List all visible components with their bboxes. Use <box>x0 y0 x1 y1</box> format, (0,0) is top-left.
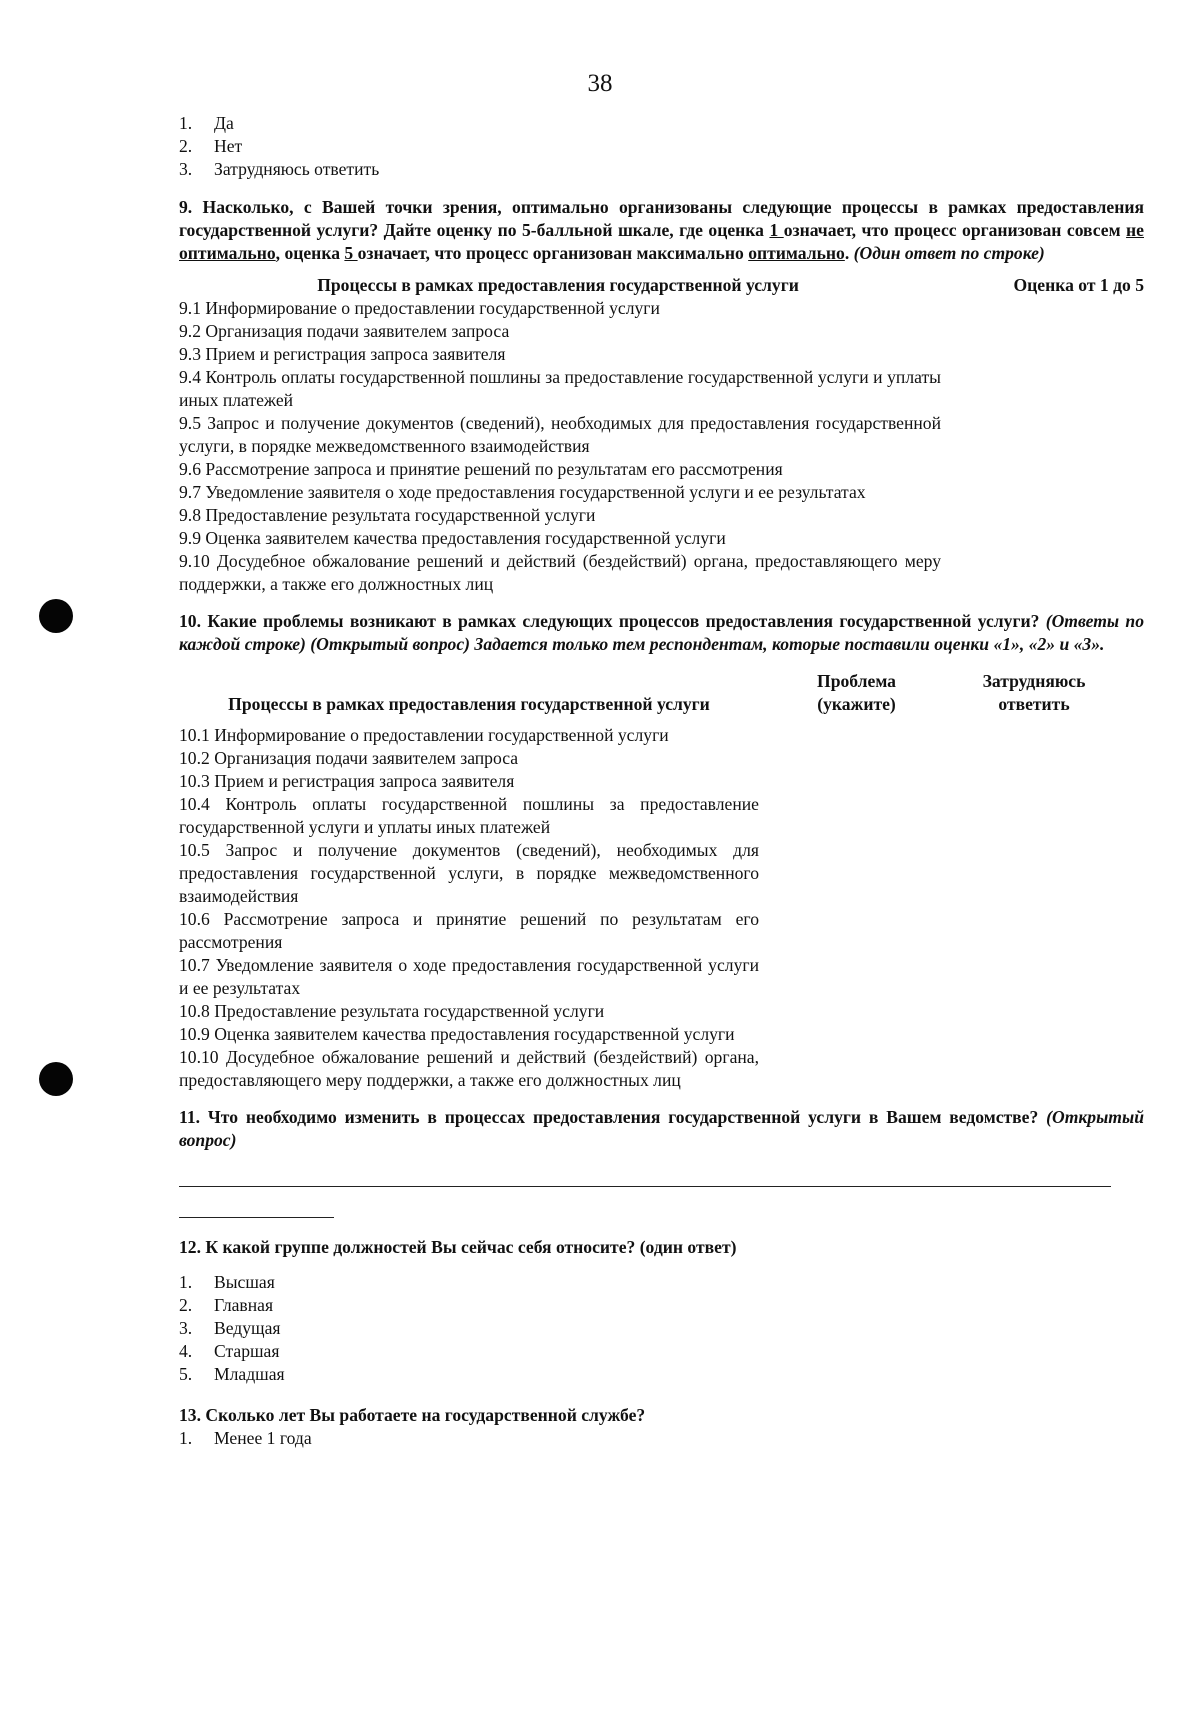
answer-option: 1. Менее 1 года <box>179 1428 312 1448</box>
question-9-table <box>179 265 1144 596</box>
question-9-text: 9. Насколько, с Вашей точки зрения, оптимально организованы следующие процессы в рамках предоставления государственной услуги? Дайте оценку по 5-балльной шкале, где оценка 1 означает, что процесс организован совсем не оптимально, оценка 5 означает, что процесс организован максимально оптимально. (Один ответ по строке) <box>179 197 1144 263</box>
process-row: 9.6 Рассмотрение запроса и принятие решений по результатам его рассмотрения <box>179 459 783 479</box>
process-row: 9.10 Досудебное обжалование решений и действий (бездействий) органа, предоставляющего меру поддержки, а также его должностных лиц <box>179 551 941 594</box>
answer-option: 5. Младшая <box>179 1364 285 1384</box>
question-10-table <box>179 656 1144 1092</box>
process-row: 9.2 Организация подачи заявителем запроса <box>179 321 510 341</box>
process-row: 10.4 Контроль оплаты государственной пошлины за предоставление государственной услуги и уплаты иных платежей <box>179 794 759 837</box>
header-score: Оценка от 1 до 5 <box>1013 275 1144 295</box>
process-row: 10.3 Прием и регистрация запроса заявителя <box>179 771 515 791</box>
question-10-text: 10. Какие проблемы возникают в рамках следующих процессов предоставления государственной услуги? (Ответы по каждой строке) (Открытый вопрос) Задается только тем респондентам, которые поставили оценки «1», «2» и «3». <box>179 611 1144 654</box>
process-row: 9.4 Контроль оплаты государственной пошлины за предоставление государственной услуги и уплаты иных платежей <box>179 367 941 410</box>
process-row: 9.3 Прием и регистрация запроса заявителя <box>179 344 506 364</box>
page-number: 38 <box>587 70 613 97</box>
prev-question-answers <box>179 112 1144 181</box>
header-hard-to-answer: Затрудняюсь ответить <box>982 671 1086 714</box>
answer-option: 4. Старшая <box>179 1341 280 1361</box>
punch-hole-mark-bottom <box>39 1062 73 1096</box>
header-process: Процессы в рамках предоставления государственной услуги <box>228 694 710 714</box>
answer-option: 3. Ведущая <box>179 1318 281 1338</box>
question-13-answers <box>179 1427 1144 1450</box>
answer-option: 1. Да <box>179 113 234 133</box>
answer-option: 3. Затрудняюсь ответить <box>179 159 380 179</box>
process-list <box>179 724 759 1092</box>
process-row: 10.7 Уведомление заявителя о ходе предоставления государственной услуги и ее результатах <box>179 955 759 998</box>
process-row: 10.2 Организация подачи заявителем запроса <box>179 748 519 768</box>
process-row: 9.7 Уведомление заявителя о ходе предоставления государственной услуги и ее результатах <box>179 482 866 502</box>
header-process: Процессы в рамках предоставления государственной услуги <box>317 275 799 295</box>
table-header <box>179 670 1144 716</box>
process-row: 9.8 Предоставление результата государственной услуги <box>179 505 596 525</box>
table-header <box>179 274 1144 297</box>
answer-option: 2. Главная <box>179 1295 274 1315</box>
question-13-text: 13. Сколько лет Вы работаете на государственной службе? <box>179 1405 646 1425</box>
process-row: 9.1 Информирование о предоставлении государственной услуги <box>179 298 660 318</box>
punch-hole-mark-top <box>39 599 73 633</box>
process-row: 10.5 Запрос и получение документов (сведений), необходимых для предоставления государственной услуги, в порядке межведомственного взаимодействия <box>179 840 759 906</box>
process-row: 9.5 Запрос и получение документов (сведений), необходимых для предоставления государственной услуги, в порядке межведомственного взаимодействия <box>179 413 941 456</box>
question-12-answers <box>179 1271 1144 1386</box>
process-row: 10.10 Досудебное обжалование решений и действий (бездействий) органа, предоставляющего меру поддержки, а также его должностных лиц <box>179 1047 759 1090</box>
answer-option: 2. Нет <box>179 136 243 156</box>
answer-option: 1. Высшая <box>179 1272 275 1292</box>
process-row: 10.9 Оценка заявителем качества предоставления государственной услуги <box>179 1024 735 1044</box>
question-12-text: 12. К какой группе должностей Вы сейчас себя относите? (один ответ) <box>179 1237 737 1257</box>
process-row: 10.8 Предоставление результата государственной услуги <box>179 1001 605 1021</box>
process-row: 10.1 Информирование о предоставлении государственной услуги <box>179 725 669 745</box>
questionnaire-content <box>179 112 1144 1450</box>
process-list <box>179 297 941 596</box>
header-problem: Проблема (укажите) <box>817 671 896 714</box>
question-11-text: 11. Что необходимо изменить в процессах предоставления государственной услуги в Вашем ведомстве? (Открытый вопрос) <box>179 1107 1144 1150</box>
process-row: 9.9 Оценка заявителем качества предоставления государственной услуги <box>179 528 726 548</box>
process-row: 10.6 Рассмотрение запроса и принятие решений по результатам его рассмотрения <box>179 909 759 952</box>
